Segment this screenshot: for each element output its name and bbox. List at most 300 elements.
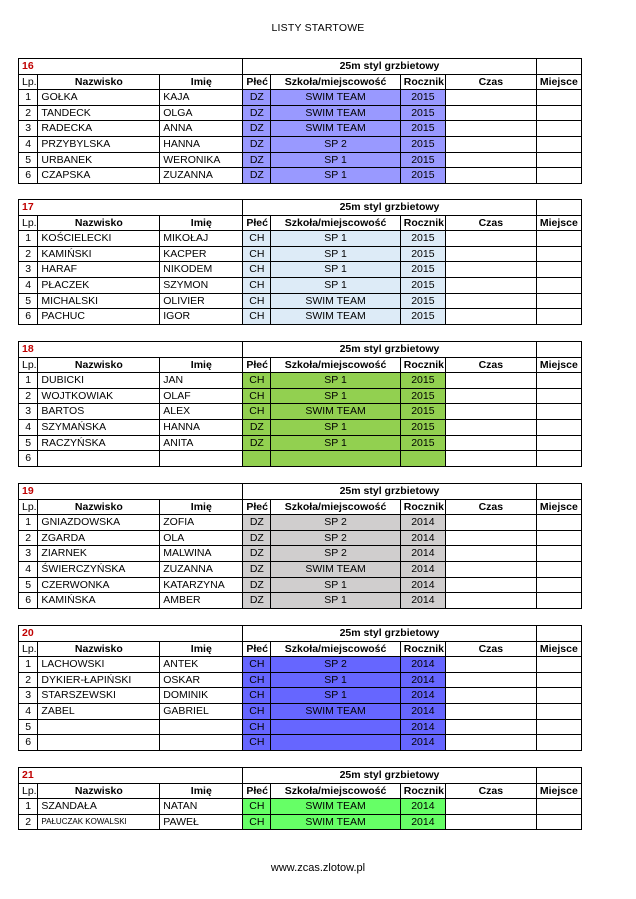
- heat-number: 19: [19, 484, 243, 500]
- cell-lp: 1: [19, 373, 38, 389]
- column-header-czas: Czas: [446, 74, 537, 90]
- heat-event: 25m styl grzbietowy: [243, 484, 536, 500]
- cell-lp: 4: [19, 561, 38, 577]
- column-header-nazwisko: Nazwisko: [38, 499, 160, 515]
- cell-lp: 6: [19, 168, 38, 184]
- column-headers: [19, 783, 582, 799]
- cell-rocznik: 2015: [400, 262, 445, 278]
- cell-lp: 3: [19, 688, 38, 704]
- cell-imie: [160, 719, 243, 735]
- cell-szkola: SP 1: [271, 388, 400, 404]
- cell-szkola: SWIM TEAM: [271, 90, 400, 106]
- table-row: [19, 657, 582, 673]
- cell-miejsce: [536, 451, 581, 467]
- table-row: [19, 262, 582, 278]
- column-header-szkola: Szkoła/miejscowość: [271, 215, 400, 231]
- cell-rocznik: 2015: [400, 309, 445, 325]
- column-header-czas: Czas: [446, 215, 537, 231]
- column-headers: [19, 357, 582, 373]
- cell-miejsce: [536, 168, 581, 184]
- cell-miejsce: [536, 105, 581, 121]
- cell-miejsce: [536, 593, 581, 609]
- cell-lp: 2: [19, 530, 38, 546]
- cell-rocznik: 2014: [400, 814, 445, 830]
- cell-imie: ANTEK: [160, 657, 243, 673]
- cell-plec: CH: [243, 814, 271, 830]
- cell-rocznik: 2014: [400, 561, 445, 577]
- cell-czas: [446, 388, 537, 404]
- column-header-czas: Czas: [446, 783, 537, 799]
- column-header-imie: Imię: [160, 641, 243, 657]
- cell-rocznik: 2014: [400, 719, 445, 735]
- cell-szkola: SP 1: [271, 231, 400, 247]
- table-row: [19, 577, 582, 593]
- cell-szkola: SP 1: [271, 688, 400, 704]
- cell-czas: [446, 546, 537, 562]
- cell-czas: [446, 577, 537, 593]
- cell-lp: 6: [19, 309, 38, 325]
- cell-nazwisko: GOŁKA: [38, 90, 160, 106]
- cell-szkola: SP 1: [271, 373, 400, 389]
- cell-miejsce: [536, 231, 581, 247]
- cell-rocznik: 2014: [400, 672, 445, 688]
- cell-imie: NIKODEM: [160, 262, 243, 278]
- cell-czas: [446, 152, 537, 168]
- cell-nazwisko: ZABEL: [38, 703, 160, 719]
- cell-rocznik: 2015: [400, 388, 445, 404]
- heat-number: 17: [19, 200, 243, 216]
- cell-imie: DOMINIK: [160, 688, 243, 704]
- cell-plec: DZ: [243, 121, 271, 137]
- cell-rocznik: 2015: [400, 435, 445, 451]
- table-row: [19, 515, 582, 531]
- footer-url: www.zcas.zlotow.pl: [270, 862, 366, 874]
- cell-lp: 3: [19, 262, 38, 278]
- cell-szkola: SP 1: [271, 593, 400, 609]
- cell-plec: CH: [243, 688, 271, 704]
- cell-lp: 4: [19, 703, 38, 719]
- heat-number: 21: [19, 768, 243, 784]
- column-header-szkola: Szkoła/miejscowość: [271, 783, 400, 799]
- cell-rocznik: 2015: [400, 293, 445, 309]
- cell-rocznik: 2014: [400, 546, 445, 562]
- cell-lp: 5: [19, 293, 38, 309]
- heat-header: [19, 342, 582, 358]
- column-header-czas: Czas: [446, 499, 537, 515]
- cell-imie: PAWEŁ: [160, 814, 243, 830]
- column-header-plec: Płeć: [243, 357, 271, 373]
- heat-number: 20: [19, 626, 243, 642]
- cell-rocznik: 2014: [400, 735, 445, 751]
- cell-czas: [446, 719, 537, 735]
- cell-czas: [446, 136, 537, 152]
- cell-imie: ALEX: [160, 404, 243, 420]
- cell-nazwisko: KOŚCIELECKI: [38, 231, 160, 247]
- column-header-szkola: Szkoła/miejscowość: [271, 641, 400, 657]
- cell-miejsce: [536, 388, 581, 404]
- column-headers: [19, 499, 582, 515]
- cell-miejsce: [536, 515, 581, 531]
- cell-lp: 3: [19, 121, 38, 137]
- heat-number: 18: [19, 342, 243, 358]
- cell-lp: 6: [19, 451, 38, 467]
- heat-header: [19, 59, 582, 75]
- cell-szkola: SWIM TEAM: [271, 121, 400, 137]
- cell-czas: [446, 688, 537, 704]
- column-header-imie: Imię: [160, 499, 243, 515]
- cell-miejsce: [536, 404, 581, 420]
- cell-miejsce: [536, 546, 581, 562]
- table-row: [19, 435, 582, 451]
- column-headers: [19, 74, 582, 90]
- cell-lp: 2: [19, 246, 38, 262]
- column-header-nazwisko: Nazwisko: [38, 74, 160, 90]
- cell-lp: 1: [19, 90, 38, 106]
- cell-rocznik: 2015: [400, 168, 445, 184]
- cell-rocznik: 2015: [400, 246, 445, 262]
- cell-nazwisko: PŁACZEK: [38, 277, 160, 293]
- cell-nazwisko: PRZYBYLSKA: [38, 136, 160, 152]
- cell-nazwisko: LACHOWSKI: [38, 657, 160, 673]
- column-header-lp: Lp.: [19, 641, 38, 657]
- cell-lp: 6: [19, 735, 38, 751]
- cell-miejsce: [536, 561, 581, 577]
- cell-nazwisko: HARAF: [38, 262, 160, 278]
- cell-lp: 5: [19, 435, 38, 451]
- heat-header-blank: [536, 626, 581, 642]
- column-header-rocznik: Rocznik: [400, 641, 445, 657]
- cell-szkola: [271, 451, 400, 467]
- heat-header-blank: [536, 484, 581, 500]
- table-row: [19, 277, 582, 293]
- cell-czas: [446, 404, 537, 420]
- column-header-miejsce: Miejsce: [536, 215, 581, 231]
- cell-lp: 3: [19, 546, 38, 562]
- cell-rocznik: 2015: [400, 404, 445, 420]
- cell-plec: DZ: [243, 515, 271, 531]
- cell-lp: 2: [19, 388, 38, 404]
- cell-szkola: SWIM TEAM: [271, 561, 400, 577]
- cell-imie: IGOR: [160, 309, 243, 325]
- cell-nazwisko: [38, 735, 160, 751]
- cell-szkola: SP 2: [271, 546, 400, 562]
- heat-number: 16: [19, 59, 243, 75]
- table-row: [19, 799, 582, 815]
- heat-table-16: [18, 58, 582, 184]
- table-row: [19, 688, 582, 704]
- cell-szkola: [271, 735, 400, 751]
- cell-plec: DZ: [243, 561, 271, 577]
- cell-rocznik: 2015: [400, 105, 445, 121]
- cell-nazwisko: WOJTKOWIAK: [38, 388, 160, 404]
- cell-plec: DZ: [243, 530, 271, 546]
- cell-nazwisko: URBANEK: [38, 152, 160, 168]
- cell-czas: [446, 814, 537, 830]
- cell-czas: [446, 373, 537, 389]
- cell-szkola: SWIM TEAM: [271, 105, 400, 121]
- cell-nazwisko: PAŁUCZAK KOWALSKI: [38, 814, 160, 830]
- heat-table-17: [18, 199, 582, 325]
- cell-czas: [446, 262, 537, 278]
- cell-miejsce: [536, 799, 581, 815]
- heat-table-19: [18, 483, 582, 609]
- cell-rocznik: [400, 451, 445, 467]
- cell-rocznik: 2014: [400, 577, 445, 593]
- cell-plec: CH: [243, 735, 271, 751]
- column-headers: [19, 215, 582, 231]
- cell-czas: [446, 231, 537, 247]
- column-header-imie: Imię: [160, 215, 243, 231]
- cell-miejsce: [536, 814, 581, 830]
- cell-szkola: SP 2: [271, 530, 400, 546]
- column-header-lp: Lp.: [19, 499, 38, 515]
- cell-imie: OLA: [160, 530, 243, 546]
- cell-nazwisko: SZYMAŃSKA: [38, 419, 160, 435]
- cell-nazwisko: PACHUC: [38, 309, 160, 325]
- cell-miejsce: [536, 309, 581, 325]
- cell-plec: DZ: [243, 546, 271, 562]
- cell-imie: OSKAR: [160, 672, 243, 688]
- cell-rocznik: 2014: [400, 657, 445, 673]
- cell-rocznik: 2015: [400, 90, 445, 106]
- column-header-imie: Imię: [160, 357, 243, 373]
- cell-nazwisko: BARTOS: [38, 404, 160, 420]
- column-header-plec: Płeć: [243, 783, 271, 799]
- cell-imie: KAJA: [160, 90, 243, 106]
- cell-nazwisko: TANDECK: [38, 105, 160, 121]
- cell-lp: 5: [19, 577, 38, 593]
- heat-header: [19, 200, 582, 216]
- heat-header: [19, 484, 582, 500]
- column-headers: [19, 641, 582, 657]
- cell-plec: CH: [243, 672, 271, 688]
- table-row: [19, 373, 582, 389]
- cell-czas: [446, 735, 537, 751]
- cell-rocznik: 2015: [400, 277, 445, 293]
- cell-szkola: SWIM TEAM: [271, 404, 400, 420]
- cell-nazwisko: [38, 451, 160, 467]
- cell-imie: OLAF: [160, 388, 243, 404]
- cell-rocznik: 2014: [400, 515, 445, 531]
- cell-miejsce: [536, 577, 581, 593]
- cell-nazwisko: MICHALSKI: [38, 293, 160, 309]
- cell-plec: CH: [243, 703, 271, 719]
- cell-imie: ZUZANNA: [160, 168, 243, 184]
- heat-event: 25m styl grzbietowy: [243, 342, 536, 358]
- cell-miejsce: [536, 435, 581, 451]
- heat-table-21: [18, 767, 582, 830]
- cell-plec: [243, 451, 271, 467]
- table-row: [19, 105, 582, 121]
- cell-nazwisko: KAMIŃSKI: [38, 246, 160, 262]
- column-header-lp: Lp.: [19, 357, 38, 373]
- column-header-miejsce: Miejsce: [536, 74, 581, 90]
- cell-czas: [446, 105, 537, 121]
- heat-event: 25m styl grzbietowy: [243, 200, 536, 216]
- cell-rocznik: 2014: [400, 688, 445, 704]
- column-header-rocznik: Rocznik: [400, 357, 445, 373]
- column-header-nazwisko: Nazwisko: [38, 641, 160, 657]
- table-row: [19, 719, 582, 735]
- cell-plec: CH: [243, 404, 271, 420]
- cell-plec: DZ: [243, 90, 271, 106]
- cell-czas: [446, 593, 537, 609]
- cell-czas: [446, 309, 537, 325]
- table-row: [19, 404, 582, 420]
- cell-nazwisko: ZIARNEK: [38, 546, 160, 562]
- column-header-szkola: Szkoła/miejscowość: [271, 74, 400, 90]
- cell-czas: [446, 419, 537, 435]
- cell-miejsce: [536, 136, 581, 152]
- cell-szkola: SP 1: [271, 435, 400, 451]
- cell-plec: CH: [243, 799, 271, 815]
- cell-lp: 1: [19, 231, 38, 247]
- cell-miejsce: [536, 246, 581, 262]
- table-row: [19, 90, 582, 106]
- cell-imie: SZYMON: [160, 277, 243, 293]
- cell-plec: DZ: [243, 152, 271, 168]
- page-title: LISTY STARTOWE: [271, 22, 365, 34]
- cell-rocznik: 2015: [400, 152, 445, 168]
- cell-imie: ZUZANNA: [160, 561, 243, 577]
- cell-imie: NATAN: [160, 799, 243, 815]
- cell-lp: 2: [19, 105, 38, 121]
- cell-lp: 3: [19, 404, 38, 420]
- cell-imie: JAN: [160, 373, 243, 389]
- cell-szkola: SP 1: [271, 577, 400, 593]
- cell-szkola: SP 1: [271, 262, 400, 278]
- cell-imie: KATARZYNA: [160, 577, 243, 593]
- cell-czas: [446, 561, 537, 577]
- table-row: [19, 735, 582, 751]
- table-row: [19, 293, 582, 309]
- column-header-plec: Płeć: [243, 641, 271, 657]
- cell-imie: HANNA: [160, 136, 243, 152]
- column-header-nazwisko: Nazwisko: [38, 783, 160, 799]
- cell-nazwisko: DYKIER-ŁAPIŃSKI: [38, 672, 160, 688]
- column-header-czas: Czas: [446, 357, 537, 373]
- heat-header: [19, 768, 582, 784]
- table-row: [19, 309, 582, 325]
- cell-imie: ZOFIA: [160, 515, 243, 531]
- cell-rocznik: 2014: [400, 799, 445, 815]
- cell-czas: [446, 672, 537, 688]
- cell-miejsce: [536, 657, 581, 673]
- column-header-miejsce: Miejsce: [536, 499, 581, 515]
- table-row: [19, 168, 582, 184]
- cell-plec: CH: [243, 373, 271, 389]
- cell-imie: [160, 735, 243, 751]
- table-row: [19, 152, 582, 168]
- cell-czas: [446, 703, 537, 719]
- cell-miejsce: [536, 703, 581, 719]
- column-header-miejsce: Miejsce: [536, 783, 581, 799]
- cell-szkola: SP 2: [271, 515, 400, 531]
- cell-imie: HANNA: [160, 419, 243, 435]
- cell-szkola: SP 1: [271, 672, 400, 688]
- table-row: [19, 814, 582, 830]
- cell-czas: [446, 246, 537, 262]
- cell-plec: CH: [243, 293, 271, 309]
- heat-event: 25m styl grzbietowy: [243, 59, 536, 75]
- cell-plec: DZ: [243, 168, 271, 184]
- cell-szkola: SP 1: [271, 246, 400, 262]
- cell-lp: 1: [19, 515, 38, 531]
- cell-miejsce: [536, 152, 581, 168]
- cell-miejsce: [536, 90, 581, 106]
- column-header-czas: Czas: [446, 641, 537, 657]
- cell-plec: CH: [243, 719, 271, 735]
- cell-miejsce: [536, 735, 581, 751]
- cell-nazwisko: DUBICKI: [38, 373, 160, 389]
- cell-szkola: SWIM TEAM: [271, 703, 400, 719]
- column-header-szkola: Szkoła/miejscowość: [271, 499, 400, 515]
- table-row: [19, 593, 582, 609]
- cell-miejsce: [536, 373, 581, 389]
- cell-miejsce: [536, 719, 581, 735]
- table-row: [19, 672, 582, 688]
- cell-czas: [446, 451, 537, 467]
- cell-szkola: SP 1: [271, 152, 400, 168]
- cell-nazwisko: KAMIŃSKA: [38, 593, 160, 609]
- cell-nazwisko: GNIAZDOWSKA: [38, 515, 160, 531]
- column-header-rocznik: Rocznik: [400, 215, 445, 231]
- cell-rocznik: 2014: [400, 530, 445, 546]
- heat-header-blank: [536, 768, 581, 784]
- cell-plec: DZ: [243, 136, 271, 152]
- cell-rocznik: 2015: [400, 373, 445, 389]
- cell-miejsce: [536, 277, 581, 293]
- cell-miejsce: [536, 419, 581, 435]
- cell-imie: OLGA: [160, 105, 243, 121]
- cell-lp: 5: [19, 719, 38, 735]
- cell-plec: CH: [243, 388, 271, 404]
- cell-szkola: SP 2: [271, 136, 400, 152]
- cell-szkola: SWIM TEAM: [271, 309, 400, 325]
- heat-header-blank: [536, 200, 581, 216]
- cell-nazwisko: CZAPSKA: [38, 168, 160, 184]
- cell-imie: ANNA: [160, 121, 243, 137]
- heat-header-blank: [536, 342, 581, 358]
- cell-szkola: SWIM TEAM: [271, 293, 400, 309]
- cell-imie: WERONIKA: [160, 152, 243, 168]
- cell-szkola: SP 1: [271, 419, 400, 435]
- cell-plec: CH: [243, 657, 271, 673]
- cell-lp: 5: [19, 152, 38, 168]
- table-row: [19, 246, 582, 262]
- cell-miejsce: [536, 530, 581, 546]
- cell-czas: [446, 277, 537, 293]
- cell-plec: CH: [243, 277, 271, 293]
- column-header-plec: Płeć: [243, 74, 271, 90]
- cell-plec: DZ: [243, 593, 271, 609]
- cell-szkola: SWIM TEAM: [271, 799, 400, 815]
- cell-czas: [446, 121, 537, 137]
- cell-imie: KACPER: [160, 246, 243, 262]
- cell-rocznik: 2015: [400, 231, 445, 247]
- column-header-lp: Lp.: [19, 783, 38, 799]
- column-header-lp: Lp.: [19, 74, 38, 90]
- heat-header: [19, 626, 582, 642]
- table-row: [19, 419, 582, 435]
- heat-header-blank: [536, 59, 581, 75]
- cell-czas: [446, 293, 537, 309]
- cell-miejsce: [536, 672, 581, 688]
- cell-imie: GABRIEL: [160, 703, 243, 719]
- column-header-rocznik: Rocznik: [400, 499, 445, 515]
- heat-event: 25m styl grzbietowy: [243, 768, 536, 784]
- cell-lp: 4: [19, 136, 38, 152]
